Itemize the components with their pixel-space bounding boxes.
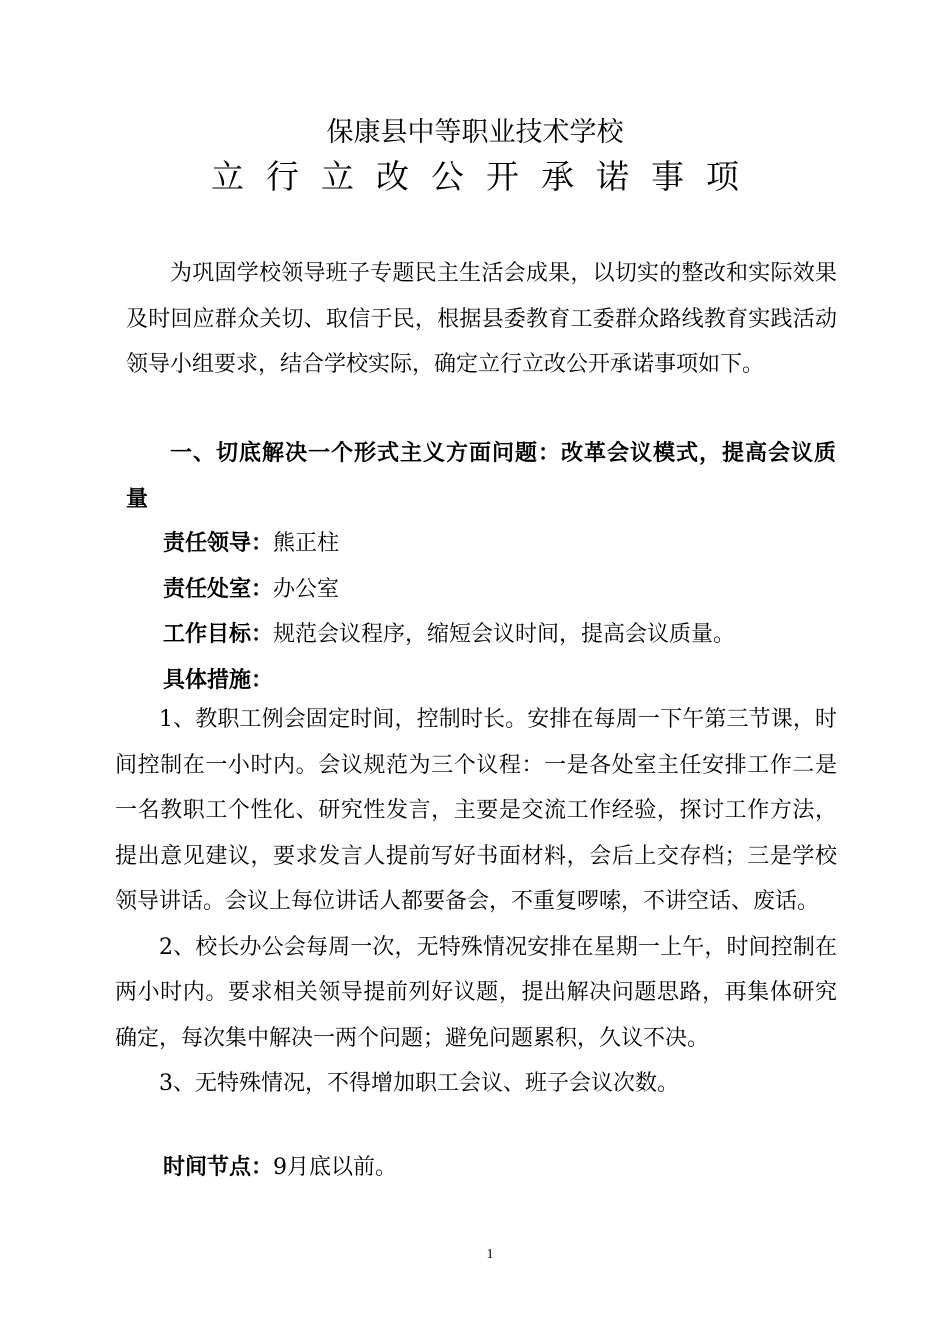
- section-fields: [115, 521, 837, 703]
- intro-text: 为巩固学校领导班子专题民主生活会成果，以切实的整改和实际效果及时回应群众关切、取信于民，根据县委教育工委群众路线教育实践活动领导小组要求，结合学校实际，确定立行立改公开承诺事项如下。: [126, 261, 837, 377]
- timeline-line: [115, 1145, 837, 1191]
- measure-item: 3、无特殊情况，不得增加职工会议、班子会议次数。: [159, 1071, 679, 1096]
- page-number: 1: [486, 1247, 494, 1262]
- school-name: 保康县中等职业技术学校: [326, 117, 624, 148]
- measures-label: 具体措施：: [163, 666, 274, 693]
- section-heading-text: 一、切底解决一个形式主义方面问题：改革会议模式，提高会议质量: [126, 440, 838, 512]
- goal-value: 规范会议程序，缩短会议时间，提高会议质量。: [273, 622, 736, 647]
- document-title: 立行立改公开承诺事项: [211, 157, 761, 196]
- measures-list: [115, 697, 837, 1107]
- office-line: [115, 567, 837, 613]
- leader-value: 熊正柱: [273, 531, 340, 556]
- goal-line: [115, 612, 837, 658]
- measure-item: 1、教职工例会固定时间，控制时长。安排在每周一下午第三节课，时间控制在一小时内。会议规范为三个议程：一是各处室主任安排工作二是一名教职工个性化、研究性发言，主要是交流工作经验，探讨工作方法，提出意见建议，要求发言人提前写好书面材料，会后上交存档；三是学校领导讲话。会议上每位讲话人都要备会，不重复啰嗦，不讲空话、废话。: [115, 707, 837, 914]
- leader-label: 责任领导：: [163, 530, 274, 556]
- goal-label: 工作目标：: [163, 621, 274, 647]
- measure-item: 2、校长办公会每周一次，无特殊情况安排在星期一上午，时间控制在两小时内。要求相关领导提前列好议题，提出解决问题思路，再集体研究确定，每次集中解决一两个问题；避免问题累积，久议不决。: [115, 934, 837, 1051]
- timeline-label: 时间节点：: [163, 1154, 274, 1180]
- office-value: 办公室: [273, 576, 340, 602]
- timeline-value: 9月底以前。: [273, 1155, 398, 1180]
- leader-line: [115, 521, 837, 567]
- office-label: 责任处室：: [163, 575, 274, 602]
- intro-paragraph: [126, 251, 837, 388]
- section-heading: [126, 431, 837, 522]
